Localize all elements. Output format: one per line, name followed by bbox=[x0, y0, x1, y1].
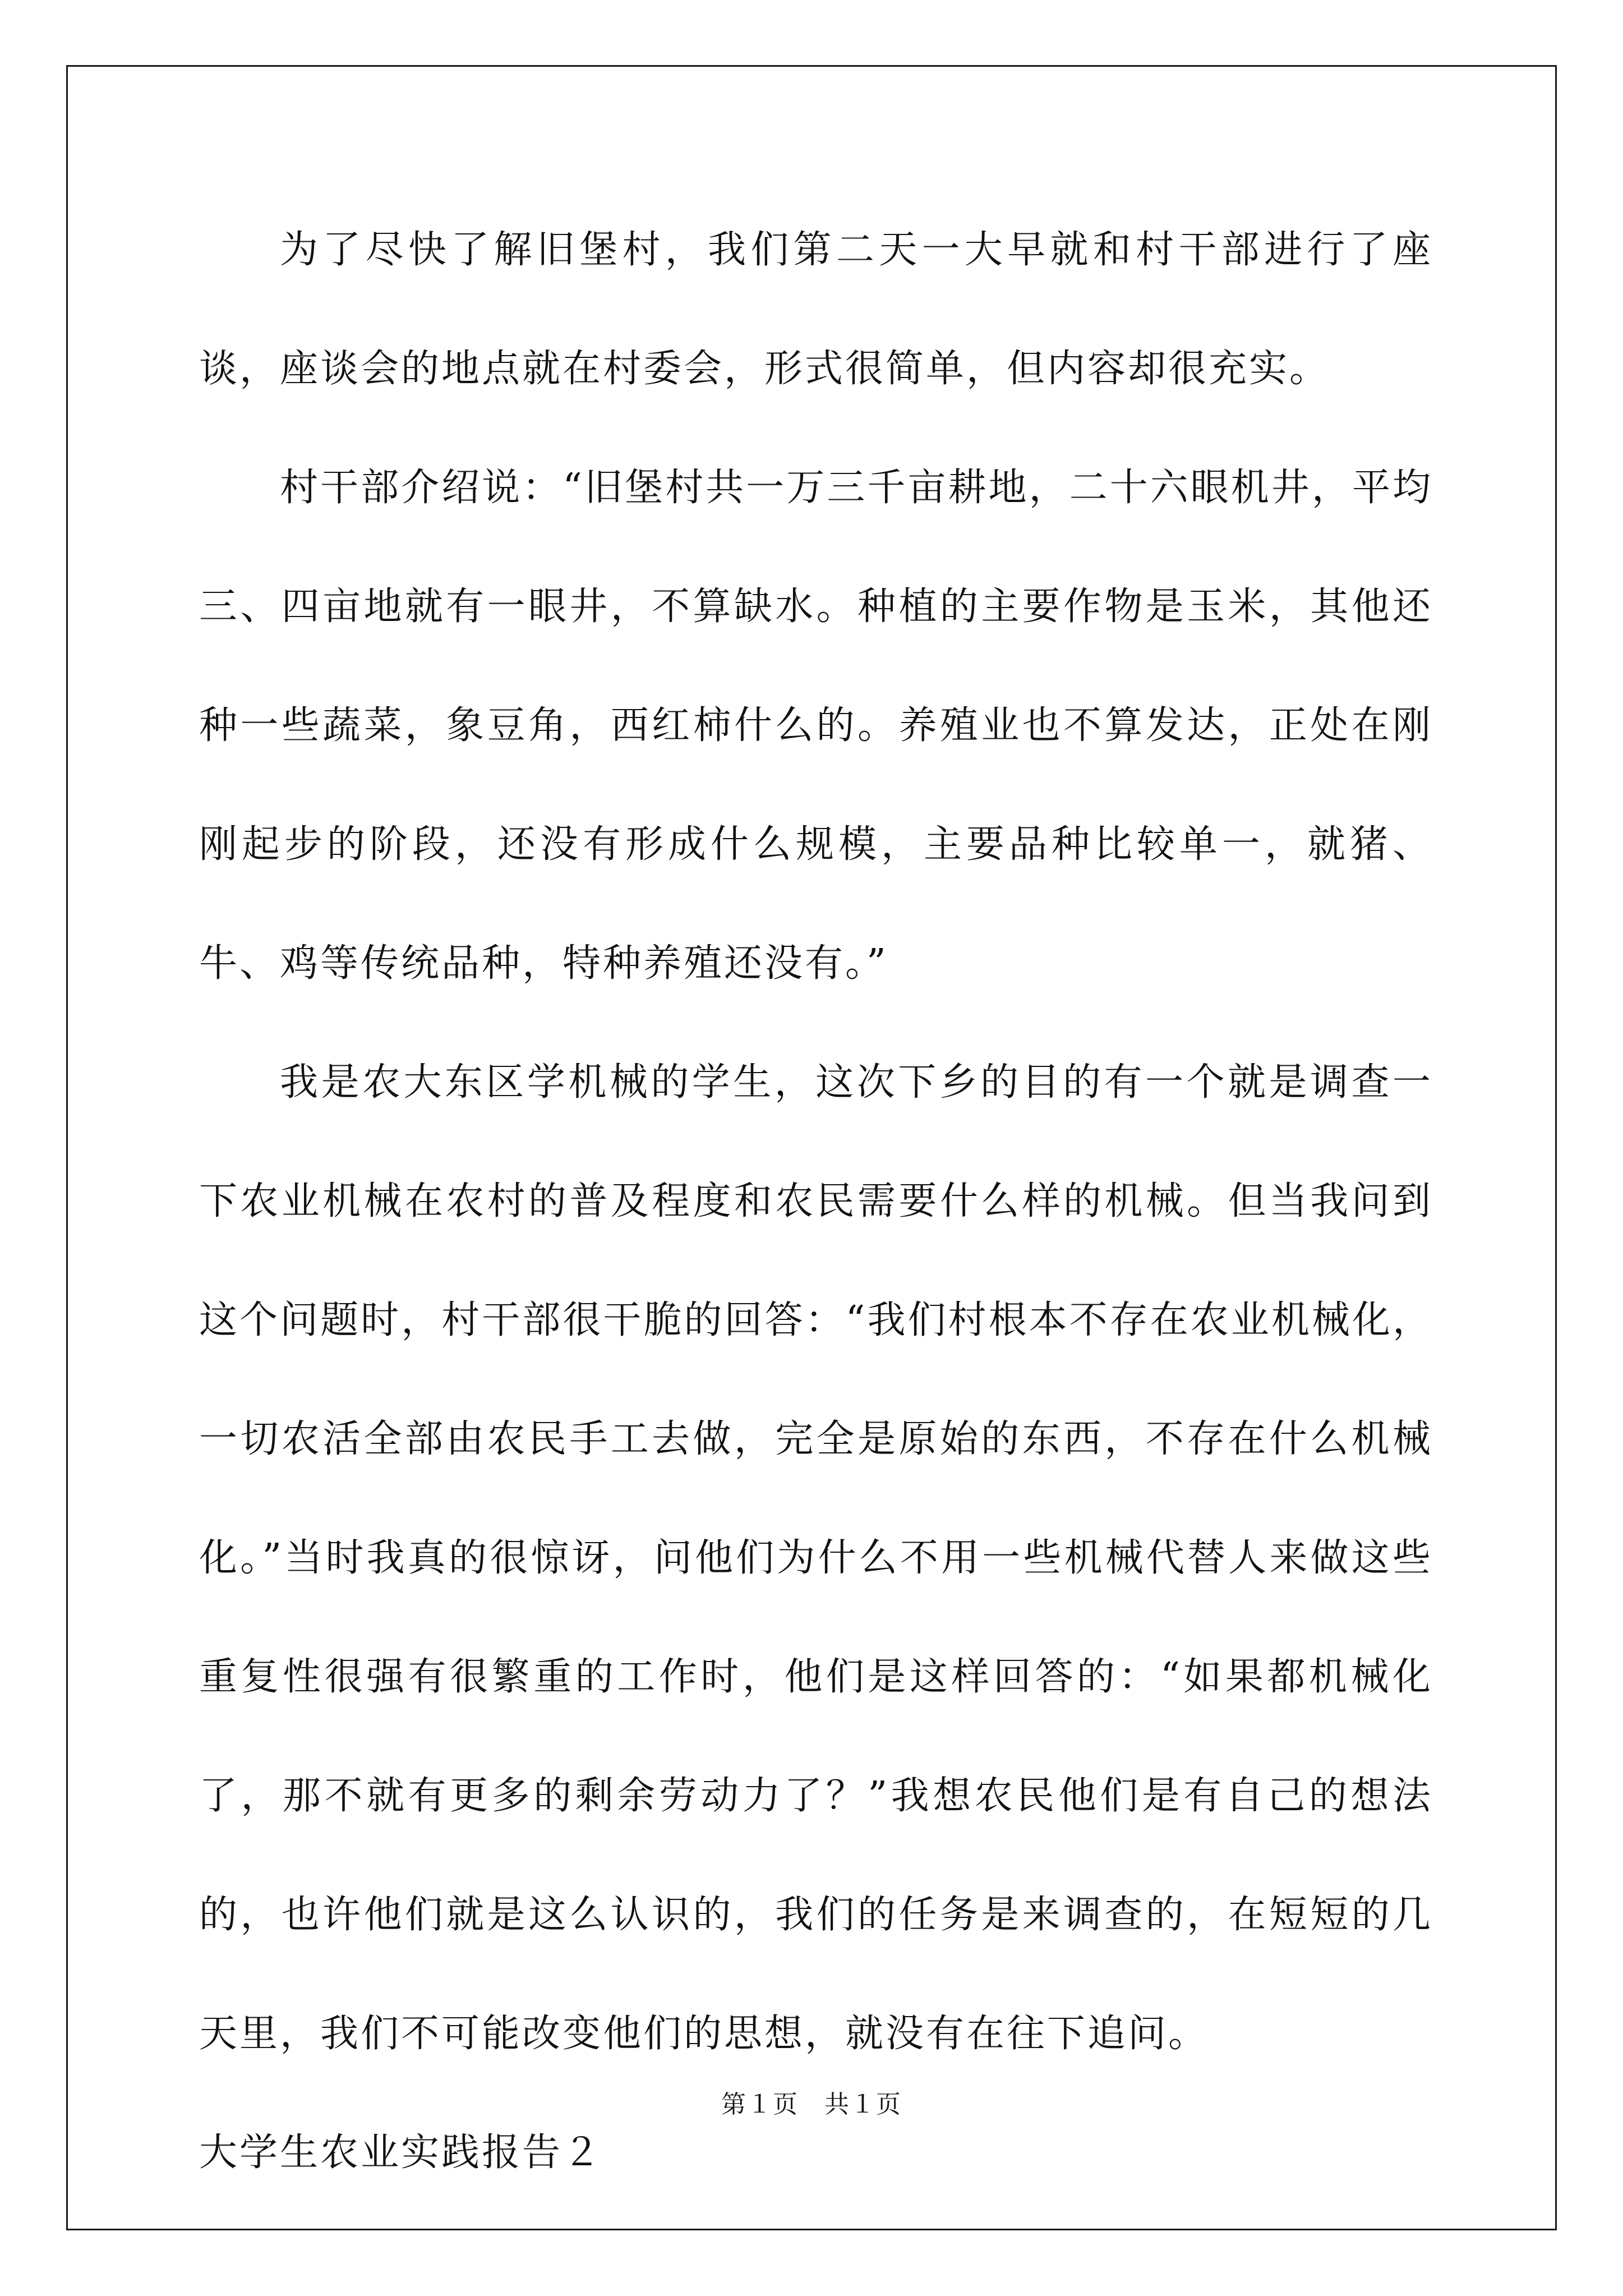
paragraph-2: 村干部介绍说：“旧堡村共一万三千亩耕地，二十六眼机井，平均三、四亩地就有一眼井，不算缺水。种植的主要作物是玉米，其他还种一些蔬菜，象豆角，西红柿什么的。养殖业也不算发达，正处在刚刚起步的阶段，还没有形成什么规模，主要品种比较单一，就猪、牛、鸡等传统品种，特种养殖还没有。” bbox=[199, 466, 1433, 986]
paragraph-3: 我是农大东区学机械的学生，这次下乡的目的有一个就是调查一下农业机械在农村的普及程度和农民需要什么样的机械。但当我问到这个问题时，村干部很干脆的回答：“我们村根本不存在农业机械化，一切农活全部由农民手工去做，完全是原始的东西，不存在什么机械化。”当时我真的很惊讶，问他们为什么不用一些机械代替人来做这些重复性很强有很繁重的工作时，他们是这样回答的：“如果都机械化了，那不就有更多的剩余劳动力了？”我想农民他们是有自己的想法的，也许他们就是这么认识的，我们的任务是来调查的，在短短的几天里，我们不可能改变他们的思想，就没有在往下追问。 bbox=[199, 1060, 1433, 2056]
page-footer bbox=[0, 2084, 1623, 2120]
paragraph-1: 为了尽快了解旧堡村，我们第二天一大早就和村干部进行了座谈，座谈会的地点就在村委会，形式很简单，但内容却很充实。 bbox=[199, 228, 1433, 391]
page-number: 第１页 共１页 bbox=[721, 2090, 902, 2119]
document-body bbox=[199, 191, 1433, 2212]
section-heading: 大学生农业实践报告２ bbox=[199, 2131, 603, 2175]
